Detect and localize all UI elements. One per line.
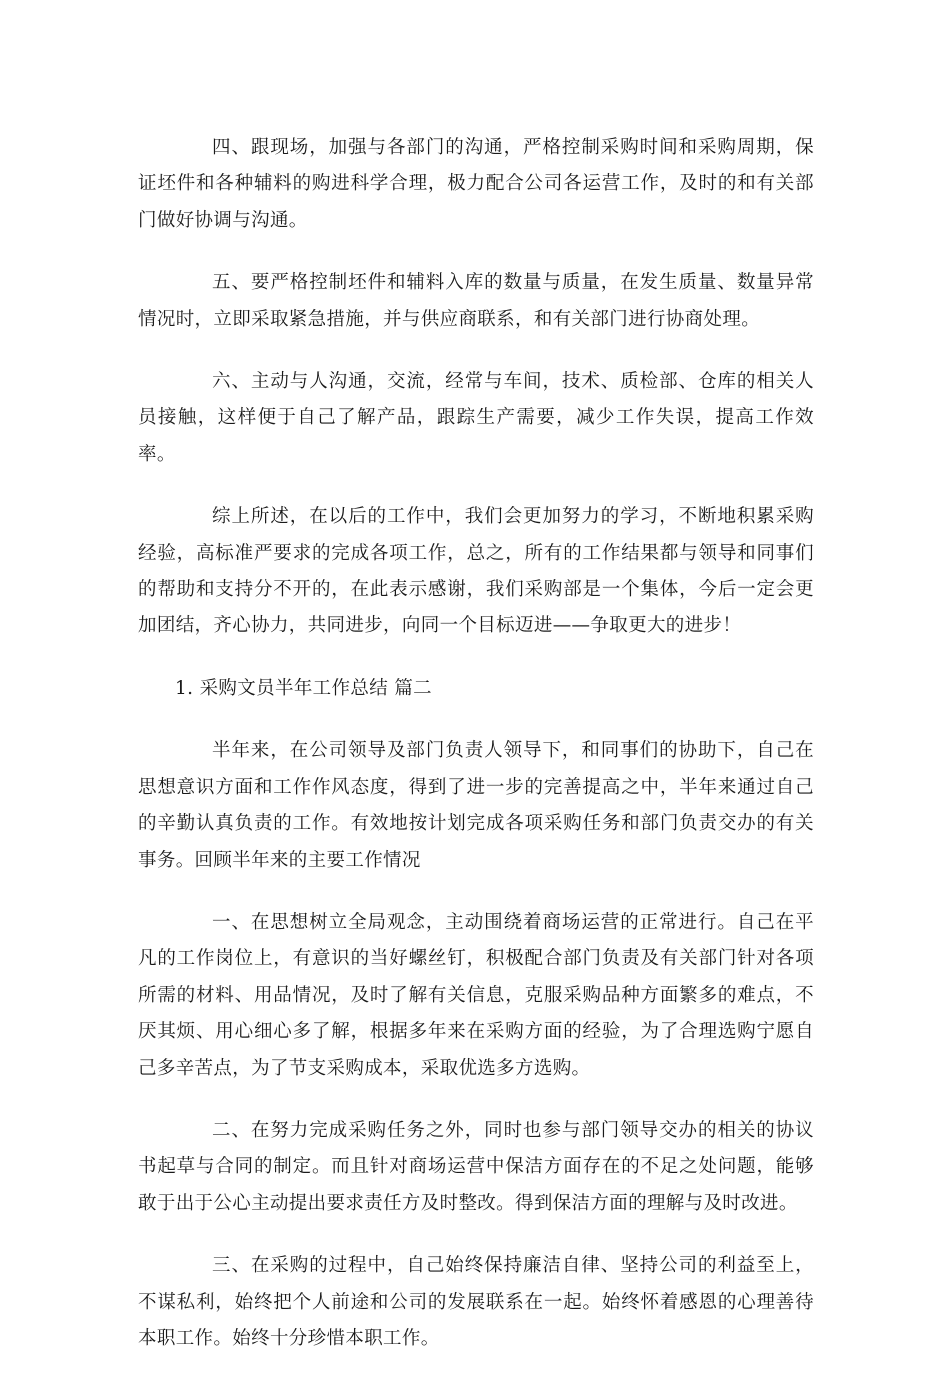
- paragraph-item-four: 四、跟现场，加强与各部门的沟通，严格控制采购时间和采购周期，保证坯件和各种辅料的购进科学合理，极力配合公司各运营工作，及时的和有关部门做好协调与沟通。: [138, 137, 814, 231]
- paragraph-item-two: 二、在努力完成采购任务之外，同时也参与部门领导交办的相关的协议书起草与合同的制定。而且针对商场运营中保洁方面存在的不足之处问题，能够敢于出于公心主动提出要求责任方及时整改。得到保洁方面的理解与及时改进。: [138, 1119, 814, 1214]
- paragraph-summary: 综上所述，在以后的工作中，我们会更加努力的学习，不断地积累采购经验，高标准严要求的完成各项工作，总之，所有的工作结果都与领导和同事们的帮助和支持分不开的，在此表示感谢，我们采购部是一个集体，今后一定会更加团结，齐心协力，共同进步，向同一个目标迈进——争取更大的进步！: [138, 506, 814, 637]
- paragraph-intro: 半年来，在公司领导及部门负责人领导下，和同事们的协助下，自己在思想意识方面和工作作风态度，得到了进一步的完善提高之中，半年来通过自己的辛勤认真负责的工作。有效地按计划完成各项采购任务和部门负责交办的有关事务。回顾半年来的主要工作情况: [138, 740, 814, 871]
- paragraph-item-six: 六、主动与人沟通，交流，经常与车间，技术、质检部、仓库的相关人员接触，这样便于自己了解产品，跟踪生产需要，减少工作失误，提高工作效率。: [138, 371, 814, 465]
- document-body: [138, 130, 814, 1383]
- paragraph-item-one: 一、在思想树立全局观念，主动围绕着商场运营的正常进行。自己在平凡的工作岗位上，有意识的当好螺丝钉，积极配合部门负责及有关部门针对各项所需的材料、用品情况，及时了解有关信息，克服采购品种方面繁多的难点，不厌其烦、用心细心多了解，根据多年来在采购方面的经验，为了合理选购宁愿自己多辛苦点，为了节支采购成本，采取优选多方选购。: [138, 911, 814, 1079]
- paragraph-item-three: 三、在采购的过程中，自己始终保持廉洁自律、坚持公司的利益至上，不谋私利，始终把个人前途和公司的发展联系在一起。始终怀着感恩的心理善待本职工作。始终十分珍惜本职工作。: [138, 1255, 814, 1349]
- section-heading: 1. 采购文员半年工作总结 篇二: [175, 677, 433, 699]
- paragraph-item-five: 五、要严格控制坯件和辅料入库的数量与质量，在发生质量、数量异常情况时，立即采取紧急措施，并与供应商联系，和有关部门进行协商处理。: [138, 272, 814, 330]
